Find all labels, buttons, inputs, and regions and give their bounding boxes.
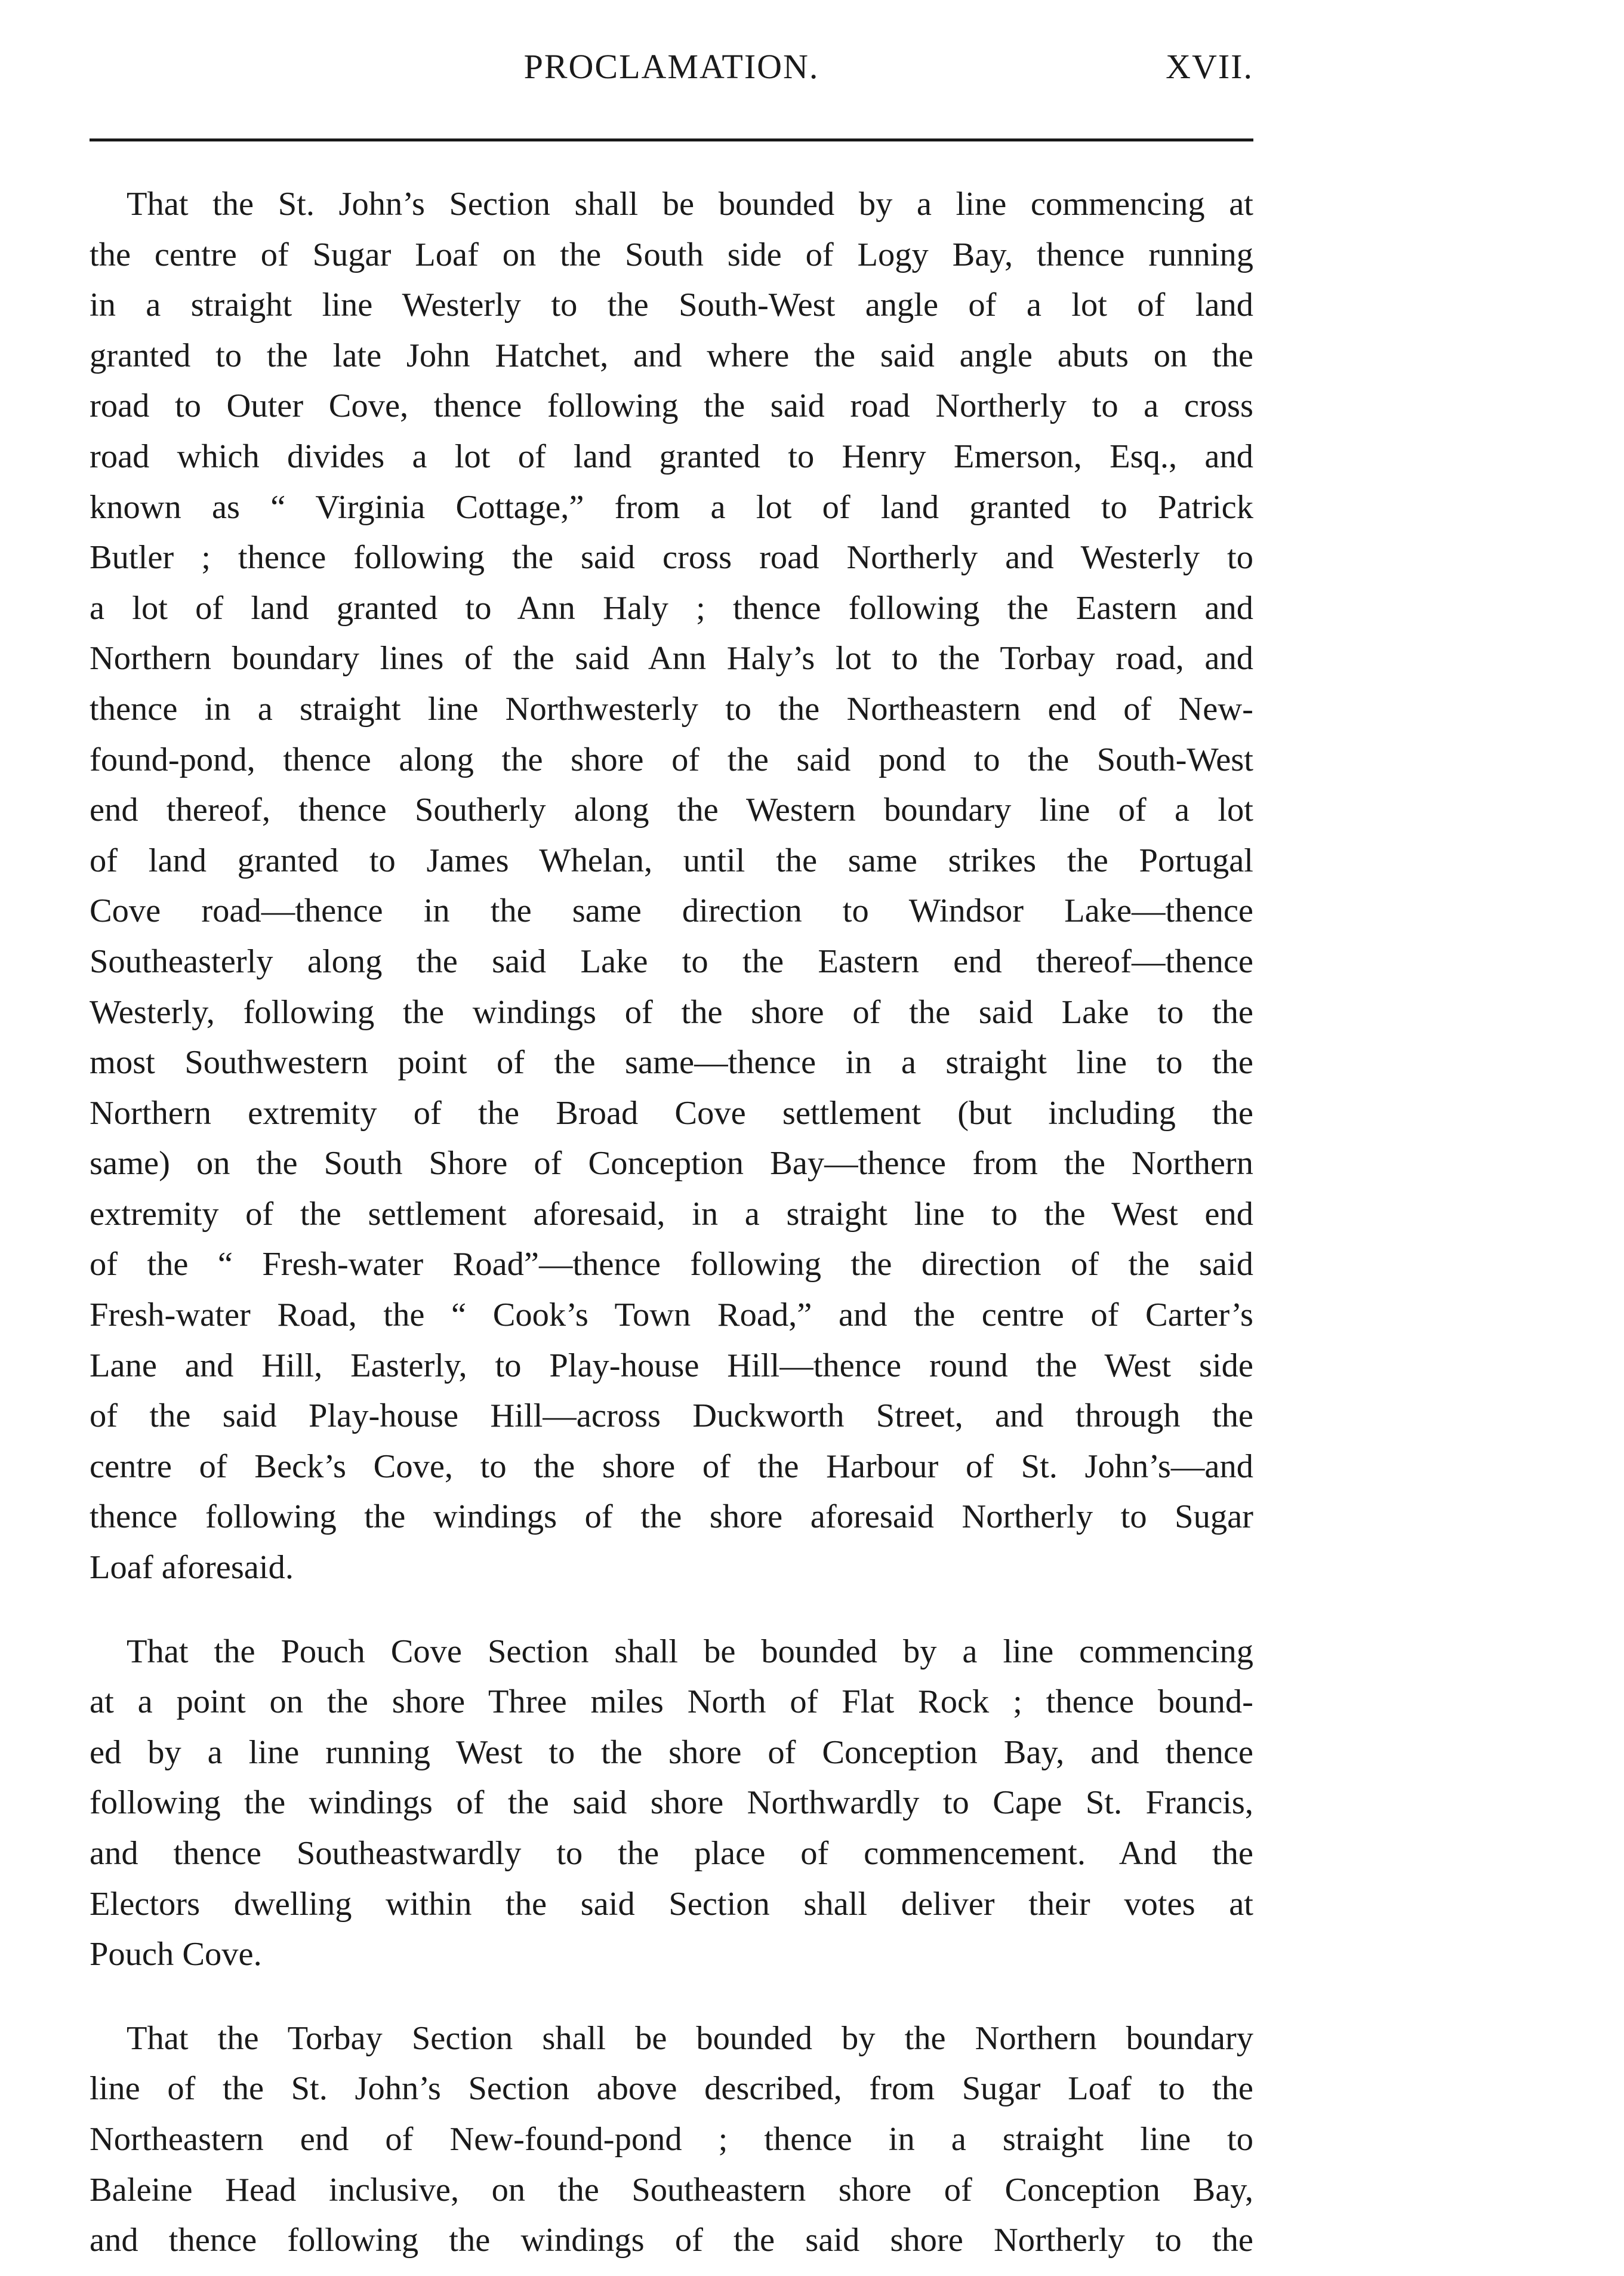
text-line: Northeastern end of New-found-pond ; thence in a straight line to <box>90 2120 1253 2158</box>
text-line: in a straight line Westerly to the South-West angle of a lot of land <box>90 287 1253 324</box>
text-line: and thence Southeastwardly to the place of commencement. And the <box>90 1835 1253 1872</box>
text-line: of land granted to James Whelan, until the same strikes the Portugal <box>90 842 1253 879</box>
paragraph-st-johns-section <box>90 179 1253 1593</box>
text-line: known as “ Virginia Cottage,” from a lot of land granted to Patrick <box>90 488 1253 526</box>
text-line: Fresh-water Road, the “ Cook’s Town Road,” and the centre of Carter’s <box>90 1296 1253 1334</box>
text-line: road which divides a lot of land granted to Henry Emerson, Esq., and <box>90 438 1253 475</box>
running-title: PROCLAMATION. <box>523 47 819 86</box>
text-line: Loaf aforesaid. <box>90 1549 294 1587</box>
text-line: Butler ; thence following the said cross road Northerly and Westerly to <box>90 539 1253 577</box>
text-line: That the Pouch Cove Section shall be bounded by a line commencing <box>127 1633 1253 1670</box>
text-line: That the Torbay Section shall be bounded by the Northern boundary <box>127 2019 1253 2057</box>
text-line: road to Outer Cove, thence following the said road Northerly to a cross <box>90 387 1253 425</box>
body-text <box>90 179 1253 2266</box>
text-line: a lot of land granted to Ann Haly ; thence following the Eastern and <box>90 589 1253 627</box>
text-line: of the “ Fresh-water Road”—thence following the direction of the said <box>90 1246 1253 1283</box>
text-line: Baleine Head inclusive, on the Southeastern shore of Conception Bay, <box>90 2171 1253 2209</box>
text-line: granted to the late John Hatchet, and where the said angle abuts on the <box>90 337 1253 374</box>
header-rule <box>90 138 1253 141</box>
text-line: and thence following the windings of the said shore Northerly to the <box>90 2222 1253 2259</box>
text-line: same) on the South Shore of Conception Bay—thence from the Northern <box>90 1145 1253 1182</box>
text-line: the centre of Sugar Loaf on the South side of Logy Bay, thence running <box>90 236 1253 273</box>
page-number: XVII. <box>1166 47 1253 86</box>
text-line: Southeasterly along the said Lake to the Eastern end thereof—thence <box>90 943 1253 980</box>
text-line: line of the St. John’s Section above described, from Sugar Loaf to the <box>90 2070 1253 2108</box>
text-line: Pouch Cove. <box>90 1936 262 1973</box>
text-line: Northern boundary lines of the said Ann Haly’s lot to the Torbay road, and <box>90 640 1253 677</box>
text-line: found-pond, thence along the shore of the said pond to the South-West <box>90 741 1253 778</box>
text-line: Westerly, following the windings of the shore of the said Lake to the <box>90 993 1253 1031</box>
text-line: Northern extremity of the Broad Cove settlement (but including the <box>90 1094 1253 1132</box>
running-head <box>90 47 1253 100</box>
text-line: thence in a straight line Northwesterly to the Northeastern end of New- <box>90 690 1253 728</box>
text-line: centre of Beck’s Cove, to the shore of the Harbour of St. John’s—and <box>90 1447 1253 1485</box>
text-line: following the windings of the said shore Northwardly to Cape St. Francis, <box>90 1784 1253 1822</box>
text-line: Electors dwelling within the said Section shall deliver their votes at <box>90 1885 1253 1923</box>
text-line: end thereof, thence Southerly along the Western boundary line of a lot <box>90 791 1253 829</box>
text-line: at a point on the shore Three miles North of Flat Rock ; thence bound- <box>90 1683 1253 1721</box>
paragraph-torbay-section <box>90 2013 1253 2266</box>
text-line: extremity of the settlement aforesaid, in a straight line to the West end <box>90 1195 1253 1233</box>
text-line: Lane and Hill, Easterly, to Play-house Hill—thence round the West side <box>90 1347 1253 1384</box>
text-line: of the said Play-house Hill—across Duckworth Street, and through the <box>90 1397 1253 1435</box>
text-line: most Southwestern point of the same—thence in a straight line to the <box>90 1044 1253 1082</box>
text-line: That the St. John’s Section shall be bounded by a line commencing at <box>127 186 1253 223</box>
text-line: ed by a line running West to the shore of Conception Bay, and thence <box>90 1733 1253 1771</box>
text-line: thence following the windings of the shore aforesaid Northerly to Sugar <box>90 1498 1253 1536</box>
text-line: Cove road—thence in the same direction to Windsor Lake—thence <box>90 892 1253 930</box>
paragraph-pouch-cove-section <box>90 1627 1253 1980</box>
